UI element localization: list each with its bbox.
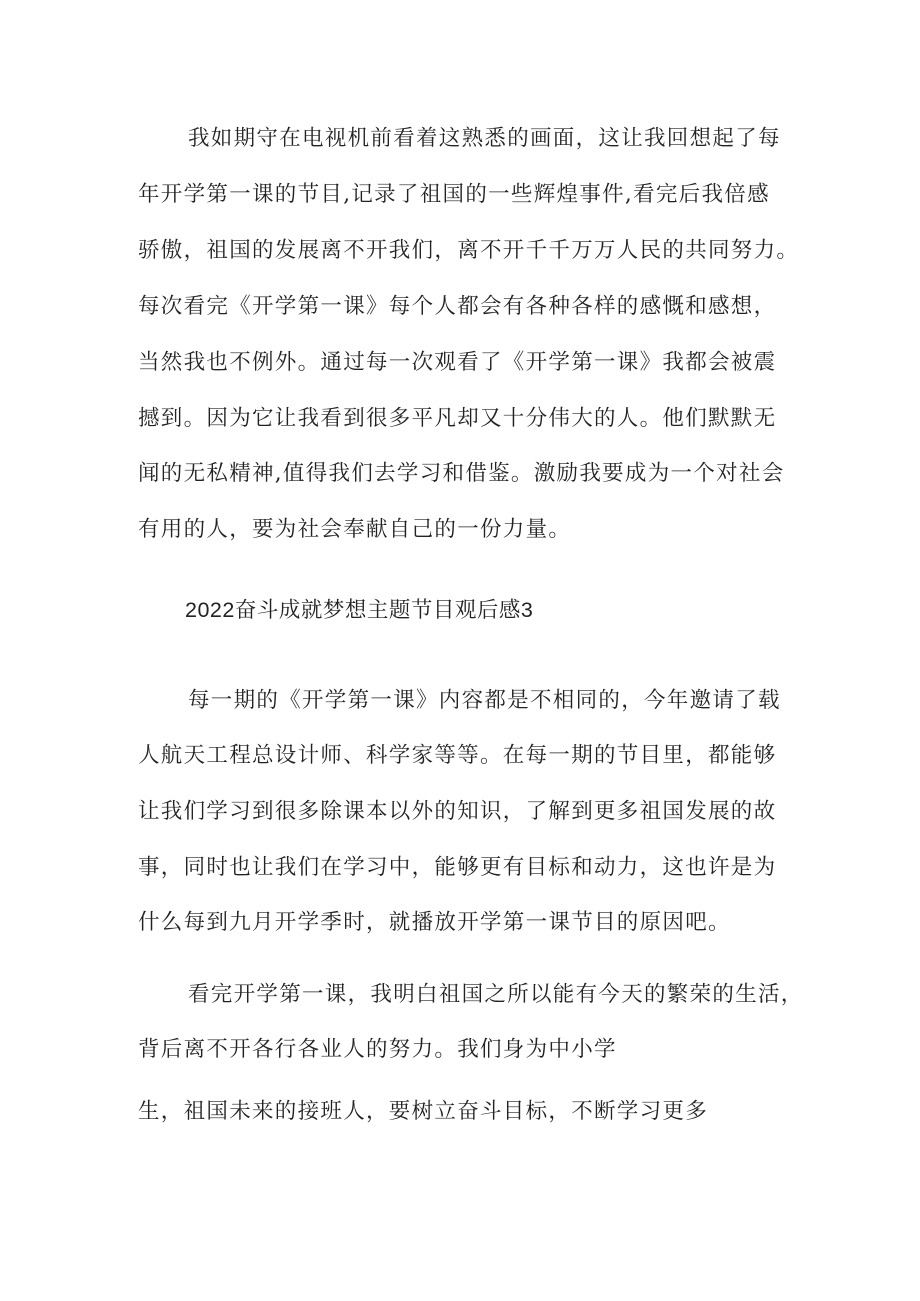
paragraph-2-line-5: 什么每到九月开学季时，就播放开学第一课节目的原因吧。 [138,910,731,935]
paragraph-1-line-3: 骄傲，祖国的发展离不开我们，离不开千千万万人民的共同努力。 [138,238,800,263]
paragraph-2-line-2: 人航天工程总设计师、科学家等等。在每一期的节目里，都能够 [138,743,777,768]
paragraph-1-line-6: 撼到。因为它让我看到很多平凡却又十分伟大的人。他们默默无 [138,406,777,431]
paragraph-3-line-1: 看完开学第一课，我明白祖国之所以能有今天的繁荣的生活， [188,982,804,1007]
paragraph-1-line-1: 我如期守在电视机前看着这熟悉的画面，这让我回想起了每 [188,126,781,151]
paragraph-2-line-3: 让我们学习到很多除课本以外的知识，了解到更多祖国发展的故 [138,799,777,824]
paragraph-2-line-1: 每一期的《开学第一课》内容都是不相同的，今年邀请了载 [188,688,781,713]
paragraph-1-line-8: 有用的人，要为社会奉献自己的一份力量。 [138,517,572,542]
paragraph-1-line-7: 闻的无私精神,值得我们去学习和借鉴。激励我要成为一个对社会 [138,461,785,486]
paragraph-3-line-2: 背后离不开各行各业人的努力。我们身为中小学 [138,1037,617,1062]
paragraph-1-line-2: 年开学第一课的节目,记录了祖国的一些辉煌事件,看完后我倍感 [138,182,770,207]
section-heading: 2022奋斗成就梦想主题节目观后感3 [185,598,534,622]
paragraph-1-line-4: 每次看完《开学第一课》每个人都会有各种各样的感慨和感想， [138,294,777,319]
paragraph-3-line-3: 生，祖国未来的接班人，要树立奋斗目标，不断学习更多 [138,1099,709,1124]
paragraph-1-line-5: 当然我也不例外。通过每一次观看了《开学第一课》我都会被震 [138,350,777,375]
paragraph-2-line-4: 事，同时也让我们在学习中，能够更有目标和动力，这也许是为 [138,855,777,880]
